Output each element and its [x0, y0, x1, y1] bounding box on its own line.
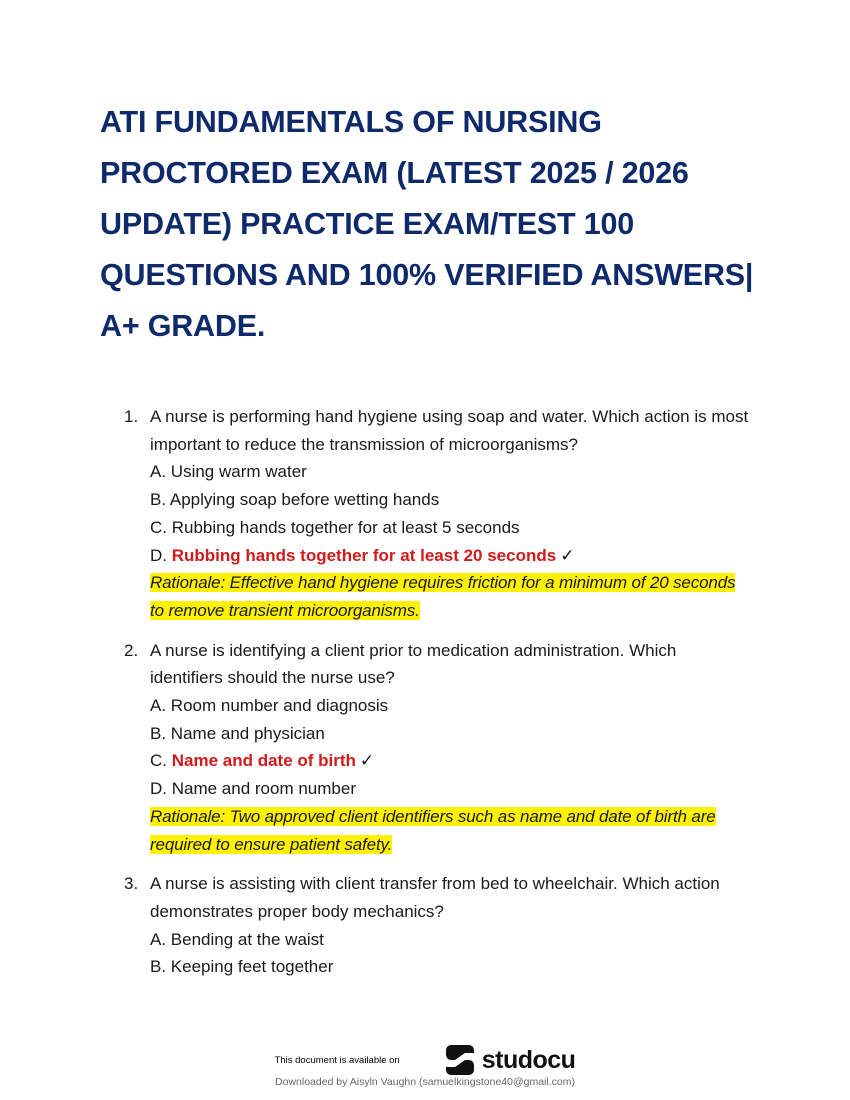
option-b: B. Keeping feet together: [150, 957, 334, 977]
option-d: D. Name and room number: [150, 779, 356, 799]
question-list: [124, 403, 750, 993]
option-d-correct: D. Rubbing hands together for at least 20 seconds ✓: [150, 545, 575, 565]
option-b: B. Name and physician: [150, 723, 325, 743]
studocu-logo[interactable]: [444, 1043, 576, 1077]
option-c: C. Rubbing hands together for at least 5 seconds: [150, 517, 520, 537]
question-item: [124, 637, 750, 859]
rationale: Rationale: Effective hand hygiene requires friction for a minimum of 20 seconds to remove transient microorganisms.: [150, 573, 736, 620]
option-a: A. Bending at the waist: [150, 929, 324, 949]
checkmark-icon: ✓: [560, 545, 575, 565]
option-a: A. Using warm water: [150, 462, 307, 482]
question-text: A nurse is identifying a client prior to medication administration. Which identifiers should the nurse use?: [150, 640, 677, 688]
question-text: A nurse is assisting with client transfer from bed to wheelchair. Which action demonstrates proper body mechanics?: [150, 874, 720, 921]
studocu-logo-icon: [444, 1043, 476, 1077]
question-number: 1.: [124, 407, 139, 426]
footer-availability: [0, 1043, 850, 1077]
availability-text: This document is available on: [274, 1054, 400, 1066]
download-credit: Downloaded by Aisyln Vaughn (samuelkingstone40@gmail.com): [275, 1076, 575, 1088]
document-title: ATI FUNDAMENTALS OF NURSING PROCTORED EXAM (LATEST 2025 / 2026 UPDATE) PRACTICE EXAM/TEST 100 QUESTIONS AND 100% VERIFIED ANSWERS| A+ GRADE.: [100, 105, 754, 343]
question-item: [124, 403, 750, 625]
checkmark-icon: ✓: [359, 751, 375, 771]
question-number: 2.: [124, 640, 139, 660]
question-number: 3.: [124, 874, 139, 894]
option-a: A. Room number and diagnosis: [150, 696, 389, 716]
studocu-wordmark: studocu: [481, 1045, 576, 1074]
option-b: B. Applying soap before wetting hands: [150, 490, 440, 510]
question-item: [124, 870, 750, 981]
rationale: Rationale: Two approved client identifiers such as name and date of birth are required to ensure patient safety.: [150, 806, 716, 854]
option-c-correct: C. Name and date of birth ✓: [150, 751, 375, 771]
question-text: A nurse is performing hand hygiene using soap and water. Which action is most important to reduce the transmission of microorganisms?: [150, 407, 749, 454]
